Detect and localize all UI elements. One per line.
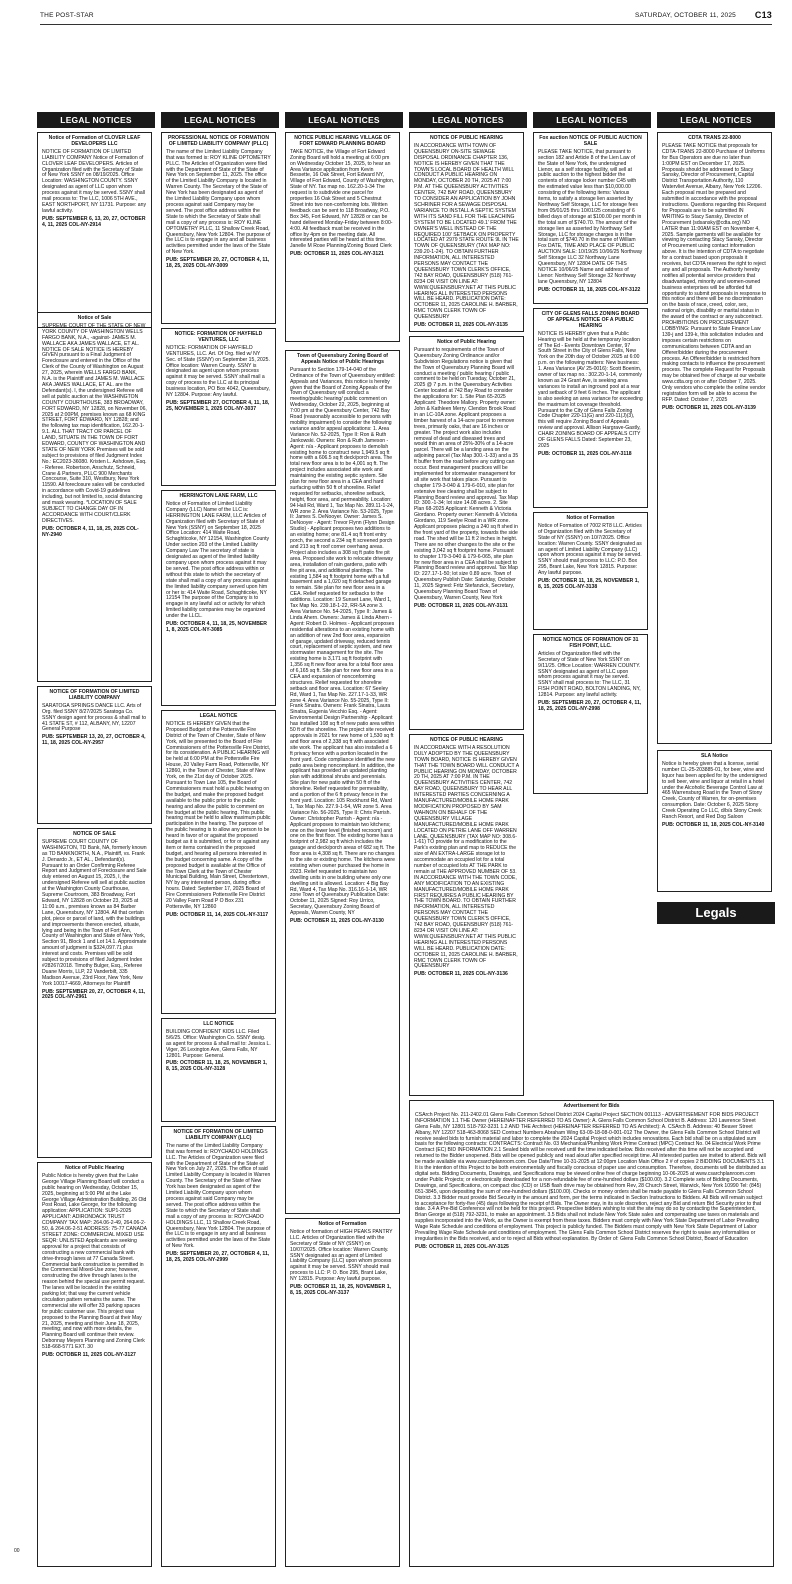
- notice-publication-footer: PUB: OCTOBER 11, 2025 COL-NY-3127: [42, 1352, 136, 1359]
- notice-title: NOTICE NOTICE OF FORMATION OF 31 FISH POINT, LLC.: [542, 637, 639, 649]
- notice-body: NOTICE: FORMATION OF HAYFIELD VENTURES, LLC. Art. Of Org. filed w/ NY Sec. of State (SSNY) on September 15, 2025. Office location: Warren County. SSNY is designated as agent upon whom process against it may be served. SSNY shall mail a copy of process to the LLC at its principal business location, PO Box 4042, Queensbury, NY 12804. Purpose: Any lawful.: [166, 344, 270, 399]
- notice-body: Notice of formation of HIGH PEAKS PANTRY LLC. Articles of Organization filed with the Secretary of State of NY (SSNY) on 10/07/2025. Office location: Warren County. SSNY designated as an agent of Limited Liability Company (LLC) upon whom process against it may be served. SSNY should mail process to LLC: P. O. Box 295, Brant Lake, NY 12815. Purpose: Any lawful purpose.: [290, 1228, 393, 1283]
- notice-publication-footer: PUB: SEPTEMBER 20, 27, OCTOBER 4, 11, 18, 25, 2025 COL-NY-2999: [166, 1251, 270, 1264]
- bids-footer: PUB: OCTOBER 11, 2025 COL-NY-3125: [415, 1243, 509, 1250]
- legals-section-header: Legals: [657, 902, 775, 924]
- notice-publication-footer: PUB: OCTOBER 11, 18, 25, NOVEMBER 1, 8, 15, 2025 COL-NY-3137: [290, 1284, 391, 1296]
- notice-body: Notice of Formation of 7002 RT8 LLC. Articles of Organization filed with the Secretary of State of NY (SSNY) on 10/7/2025. Office location: Warren County. SSNY designated as an agent of Limited Liability Company (LLC) upon whom process against it may be served. SSNY should mail process to LLC: P.O. Box 295, Brant Lake, New York 12815. Purpose: Any lawful purpose.: [538, 522, 642, 577]
- legal-notice: [285, 132, 400, 342]
- notice-body: Notice of Formation of Limited Liability Company (LLC) Name of the LLC is: HERRINGTON LANE FARM, LLC Articles of Organization filed with Secretary of State of New York (SSNY) on September 18, 2025 Office Location: 414 Waite Road, Schaghticoke, NY 12154, Washington County Under section 203 of the Limited Liability Company Law The secretary of state is designated as agent of the limited liability company upon whom process against it may be served. The post office address within or without this state to which the secretary of state shall mail a copy of any process against the limited liability company served upon him or her is: 414 Waite Road, Schaghticoke, NY 12154 The purpose of the Company is to engage in any lawful act or activity for which limited liability companies may be organized under the LLCL.: [166, 500, 270, 620]
- bids-title: Advertisement for Bids: [563, 1103, 620, 1109]
- notice-body: The name of the Limited Liability Company that was formed is: ROYCHADO HOLDINGS LLC. The Articles of Organization were filed with the Department of State of the State of New York on July 27, 2025. The office of said Limited Liability Company is located in Warren County. The Secretary of the State of New York has been designated as agent of the Limited Liability Company upon whom process against said Company may be served. The post office address within the State to which the Secretary of State shall mail a copy of any process is: ROYCHADO HOLDINGS LLC, 11 Shallow Creek Road, Queensbury, New York 12804. The purpose of the LLC is to engage in any and all business activities permitted under the laws of the State of New York.: [166, 1142, 271, 1250]
- page-number: C13: [754, 10, 772, 20]
- notice-publication-footer: PUB: OCTOBER 11, 2025 COL-NY-3135: [414, 322, 508, 329]
- notice-publication-footer: PUB: OCTOBER 4, 11, 18, 25, NOVEMBER 1, 8, 2025 COL-NY-3085: [166, 621, 267, 633]
- column-header-6: LEGAL NOTICES: [657, 112, 775, 128]
- legal-notice: [409, 734, 524, 1096]
- notice-title: CDTA TRANS 22-8000: [688, 135, 741, 141]
- notice-body: NOTICE OF FORMATION OF LIMITED LIABILITY COMPANY Notice of Formation of CLOVER LEAF DEVELOPERS. Articles of Organization filed with the Secretary of State of New York SSNY on 08/19/2025. Office Location: WASHINGTON COUNTY. SSNY designated as agent of LLC upon whom process against it may be served. SSNY shall mail process to: The LLC, 1006 5TH AVE., EAST NORTHPORT, NY 11731. Purpose: any lawful activity.: [42, 148, 146, 214]
- notice-body: SUPREME COURT OF THE STATE OF NEW YORK COUNTY OF WASHINGTON WELLS FARGO BANK, N.A., -against- JAMES M. WALLACE AKA JAMES WALLACE, ET AL. NOTICE OF SALE NOTICE IS HEREBY GIVEN pursuant to a Final Judgment of Foreclosure and entered in the Office of the Clerk of the County of Washington on August 27, 2025, wherein WELLS FARGO BANK, N.A. is the Plaintiff and JAMES M. WALLACE AKA JAMES WALLACE, ET AL. are the Defendant(s). I, the undersigned Referee will sell at public auction at the WASHINGTON COUNTY COURTHOUSE, 383 BROADWAY, FORT EDWARD, NY 12828, on November 06, 2025 at 2:00PM, premises known as 68 KING STREET, FORT EDWARD, NY 12828; and the following tax map identification, 162.20-1-9.1. ALL THAT TRACT OR PARCEL OF LAND, SITUATE IN THE TOWN OF FORT EDWARD, COUNTY OF WASHINGTON AND STATE OF NEW YORK Premises will be sold subject to provisions of filed Judgment Index No.: EC2023-36080. Kristen L. Ashdown, Esq. - Referee. Robertson, Anschutz, Schneid, Crane & Partners, PLLC 900 Merchants Concourse, Suite 310, Westbury, New York 11590. All foreclosure sales will be conducted in accordance with Covid-19 guidelines including, but not limited to, social distancing and mask wearing. *LOCATION OF SALE SUBJECT TO CHANGE DAY OF IN ACCORDANCE WITH COURT/CLERK DIRECTIVES.: [42, 322, 147, 524]
- notice-title: Fox auction NOTICE OF PUBLIC AUCTION SALE: [539, 135, 642, 147]
- notice-title: HERRINGTON LANE FARM, LLC: [179, 493, 258, 499]
- notice-body: IN ACCORDANCE WITH TOWN OF QUEENSBURY ON-SITE SEWAGE DISPOSAL ORDINANCE CHAPTER 136, NOTICE IS HEREBY GIVEN THAT THE TOWN'S LOCAL BOARD OF HEALTH WILL CONDUCT A PUBLIC HEARING ON MONDAY, OCTOBER 20 TH, 2025 AT 7:00 P.M. AT THE QUEENSBURY ACTIVITIES CENTER, 742 BAY ROAD, QUEENSBURY TO CONSIDER AN APPLICATION BY JOHN SCHRINER FOR A SEWAGE DISPOSAL VARIANCE TO INSTALL A SEPTIC SYSTEM WITH ITS SAND FILL FOR THE LEACHING SYSTEM TO BE LOCATED 49.1' FROM THE OWNER'S WELL INSTEAD OF THE REQUIRED 100' SETBACK ON PROPERTY LOCATED AT 2979 STATE ROUTE 9L IN THE TOWN OF QUEENSBURY (TAX MAP NO: 239.20-1-24). TO OBTAIN FURTHER INFORMATION, ALL INTERESTED PERSONS MAY CONTACT THE QUEENSBURY TOWN CLERK'S OFFICE, 742 BAY ROAD, QUEENSBURY (518) 761-8234 OR VISIT ON LINE AT: WWW.QUEENSBURY.NET AT THIS PUBLIC HEARING ALL INTERESTED PERSONS WILL BE HEARD. PUBLICATION DATE: OCTOBER 11, 2025 CAROLINE H. BARBER, RMC TOWN CLERK TOWN OF QUEENSBURY: [414, 142, 519, 321]
- notice-body: NOTICE IS HEREBY GIVEN that the Proposed Budget of the Pottersville Fire District of the Town of Chester, State of New York, will be presented to the Board of Fire Commissioners of the Pottersville Fire District, for its consideration. A PUBLIC HEARING will be held at 6:00 PM at the Pottersville Fire House, 20 Valley Farm Road, Pottersville, NY 12860, in the Town of Chester, State of New York, on the 21st day of October 2025. Pursuant to Town Law 105, the Board of Commissioners must hold a public hearing on the budget, and make the proposed budget available to the public prior to the public hearing and allow the public to comment on the budget at the public hearing. This public hearing must be held to allow maximum public participation in the hearing. The purpose of the public hearing is to allow any person to be heard in favor of or against the proposed budget as it is submitted, or for or against any item or items contained in the proposed budget, and hearing all persons interested in the budget concerning same. A copy of the proposed budget is available at the Office of the Town Clerk at the Town of Chester Municipal Building, Main Street, Chestertown, NY by any interested person, during office hours. Dated: September 17, 2025 Board of Fire Commissioners Pottersville Fire District 20 Valley Farm Road P O Box 231 Pottersville, NY 12860: [166, 720, 271, 910]
- notice-title: Notice of Formation: [318, 1221, 367, 1227]
- notice-publication-footer: PUB: OCTOBER 11, 2025 COL-NY-3121: [290, 251, 384, 258]
- notice-title: Notice of Public Hearing: [437, 339, 496, 345]
- notice-publication-footer: PUB: OCTOBER 11, 2025 COL-NY-3130: [290, 918, 384, 925]
- notice-title: SLA Notice: [701, 753, 728, 759]
- notice-publication-footer: PUB: OCTOBER 4, 11, 18, 25, 2025 COL-NY-2940: [42, 525, 139, 538]
- legal-notice: [161, 132, 276, 324]
- notice-title: PROFESSIONAL NOTICE OF FORMATION OF LIMITED LIABILITY COMPANY (PLLC): [167, 135, 270, 147]
- legal-notice: [37, 312, 152, 682]
- legal-notice: [37, 828, 152, 1158]
- legal-notice: [161, 1126, 276, 1567]
- legal-notice: [657, 750, 772, 892]
- top-rule: [40, 24, 772, 25]
- notice-title: LEGAL NOTICE: [199, 713, 238, 719]
- notice-publication-footer: PUB: SEPTEMBER 20, 27, OCTOBER 4, 11, 2025 COL-NY-2961: [42, 988, 146, 1001]
- notice-body: Articles of Organization filed with the Secretary of State of New York SSNY on 9/11/25. Office Location: WARREN COUNTY. SSNY designated as agent of LLC upon whom process against it may be served. SSNY shall mail process to: The LLC, 31 FISH POINT ROAD, BOLTON LANDING, NY, 12814. Purpose: any lawful activity.: [538, 650, 641, 699]
- notice-body: SARATOGA SPRINGS DANCE LLC. Arts of Org. filed SSNY 8/27/2025 Saratoga Co. SSNY design agent for process & shall mail to 41 STATE ST, # 112, ALBANY, NY, 12207 General Purpose: [42, 702, 147, 733]
- legal-notice: [285, 1218, 400, 1567]
- legal-notice: [161, 328, 276, 486]
- paper-name: THE POST-STAR: [40, 12, 94, 19]
- footer-code: 00: [14, 1548, 20, 1554]
- notice-body: Pursuant to Section 179-14-040 of the Ordinance of the Town of Queensbury entitled: Appeals and Variances, this notice is hereby given that the Board of Zoning Appeals of the Town of Queensbury will conduct a meeting/public hearing/ public comment on Wednesday, October 22, 2025, beginning at 7:00 pm at the Queensbury Center, 742 Bay Road (reasonably accessible to persons with mobility impairment) to consider the following variance and/or appeal applications: 1. Area Variance No. 52-2025, Type II: Ron & Ruth Jankowski. Owners: Ron & Ruth Jameson - Agent: n/a - Applicant proposes to demolish existing home to construct new 1,949.5 sq ft home with a 606.5 sq ft deck/porch area. The total new floor area is to be 4,001 sq ft. The project includes associated site work and maintaining the existing septic system. Site plan for new floor area in a CEA and hard surfacing within 50 ft of shoreline. Relief requested for setbacks, shoreline setback, height, floor area, and permeability. Location: 94 Hall Rd, Ward 1, Tax Map No. 289.11-1-24, WR zone 2. Area Variance No. 53-2025, Type II: James S. DeNooyer. Owner: James S. DeNooyer - Agent: Trevor Flynn (Flynn Design Studio) - Applicant proposes two additions to an existing home; one 81.4 sq ft front entry porch, the second a 234 sq ft screened porch and 213 sq ft roof corner overhang areas. Project also includes a 308 sq ft patio fire pit area. Proposed site work to relocate driveway area, installation of rain gardens, patio with fire pit area, and additional plantings. The existing 1,584 sq ft footprint home with a full basement and a 1,020 sq ft detached garage to remain. Site plan for new floor area in a CEA. Relief requested for setbacks to the additions. Location: 19 Sunset Lane, Ward 1, Tax Map No. 239.18-1-22, RR-5A zone 3. Area Variance No. 54-2025, Type II: James & Linda Ahern. Owners: James & Linda Ahern - Agent: Robert D. Holmes - Applicant proposes residential alterations to an existing home with an addition of new 2nd floor area, expansion of garage, updated driveway, reduced tennis court, replacement of septic system, and new stormwater management for the site. The existing home is 3,171 sq ft footprint with 1,356 sq ft new floor area for a total floor area of 6,165 sq ft. Site plan for new floor area in a CEA and expansion of nonconforming structures. Relief requested for shoreline setback and floor area. Location: 67 Seeley Rd, Ward 1, Tax Map No. 227.17-1-33, WR zone 4. Area Variance No. 55-2025, Type II: Frank Sinatra. Owners: Frank Sinatra, Laura Sinatra, Eugenia Vecchio Esq. - Agent: Environmental Design Partnership - Applicant has installed 108 sq ft of new patio area within 50 ft of the shoreline. The project site received approvals in 2021 for new home of 1,530 sq ft and floor area of 2,338 sq ft with associated site work. The applicant has also installed a 6 ft privacy fence with a portion located in the front yard. Code compliance identified the new patio area being noncompliant. In addition, the applicant has provided an updated planting plan with additional shrubs and perennials. Site plan for new patio within 50 ft of the shoreline. Relief requested for permeability, and a portion of the 6 ft privacy fence in the front yard. Location: 105 Rockhurst Rd, Ward 1, Tax Map No. 227.9-1-54, WR zone 5. Area Variance No. 56-2025, Type II: Chris Parrish. Owner: Christopher Parrish - Agent: n/a - Applicant proposes to maintain two kitchens; one on the lower level (finished recroom) and one on the first floor. The existing home has a footprint of 2,982 sq ft which includes the garage and deck/porch areas of 682 sq ft. The floor area is 4,308 sq ft. There are no changes to the site or existing home. The kitchens were existing when owner purchased the home in 2023. Relief requested to maintain two dwelling units in one building where only one dwelling unit is allowed. Location: 4 Big Bay Rd, Ward 4, Tax Map No. 316.16-1-14, WR zone Town of Queensbury Publication Date: October 11, 2025 Signed: Roy Urrico, Secretary, Queensbury Zoning Board of Appeals, Warren County, NY: [290, 366, 395, 917]
- notice-publication-footer: PUB: OCTOBER 11, 2025 COL-NY-3118: [538, 450, 632, 457]
- notice-publication-footer: PUB: OCTOBER 11, 18, 2025 COL-NY-3140: [662, 821, 765, 828]
- notice-publication-footer: PUB: SEPTEMBER 27, OCTOBER 4, 11, 18, 25, NOVEMBER 1, 2025 COL-NY-3037: [166, 399, 270, 412]
- notice-title: Town of Queensbury Zoning Board of Appeals Notice of Public Hearings: [296, 353, 389, 365]
- notice-title: Notice of Formation: [566, 515, 615, 521]
- notice-body: Public Notice is hereby given that the Lake George Village Planning Board will conduct a public hearing on Wednesday, October 15, 2025, beginning at 5:00 PM at the Lake George Village Administration Building, 26 Old Post Road, Lake George, for the following application: APPLICATION: SUP1-2025 APPLICANT: ADIRONDACK TRUST COMPANY TAX MAP: 264.06-2-49, 264.06-2-50, & 264.06-2-51 ADDRESS: 75-77 CANADA STREET ZONE: COMMERCIAL MIXED USE SEQR: UNLISTED Applicants are seeking approval for a project that consists of constructing a new commercial bank with drive-through lanes at 77 Canada Street. Commercial bank construction is permitted in the Commercial Mixed-Use zone; however, constructing the drive through lanes is the reason behind the special use permit request. The lanes will be located in the existing parking lot; that way the current vehicle circulation pattern remains the same. The commercial site will offer 33 parking spaces for public customer use. This project was proposed to the Planning Board at their May 21, 2025, meeting and their June 18, 2025, meeting; and now with more details, the Planning Board will continue their review. Debonnay Meyers Planning and Zoning Clerk 518-668-5771 EXT. 30: [42, 1172, 147, 1351]
- column-header-5: LEGAL NOTICES: [533, 112, 651, 128]
- legal-notice: [285, 350, 400, 1214]
- notice-title: NOTICE: FORMATION OF HAYFIELD VENTURES, LLC: [174, 331, 263, 343]
- legal-notices-columns: [37, 112, 775, 1567]
- notice-publication-footer: PUB: OCTOBER 11, 18, 25, NOVEMBER 1, 8, 15, 2025 COL-NY-3138: [538, 578, 639, 590]
- notice-publication-footer: PUB: OCTOBER 11, 2025 COL-NY-3131: [414, 602, 508, 609]
- notice-body: NOTICE IS HEREBY given that a Public Hearing will be held at the temporary location of The Ed - Events Downtown Center, 97 South Street in the City of Glens Falls, New York on the 20th day of October 2025 at 6:00 p.m. on the following matters: New business: 1. Area Variance (AV 25-0016): Scott Boenim, owner of tax map no.: 302.20-1-14, commonly known as 24 Grant Ave, is seeking area variances to install an inground pool at a rear yard setback of 9 feet 6 inches. The applicant is also seeking an area variance for exceeding the maximum lot coverage threshold. Pursuant to the City of Glens Falls Zoning Code Chapter 220-11(G) and 220-11(J)(3), this will require Zoning Board of Appeals review and approval. Allison Hargrave-Gastly, CHAIR ZONING BOARD OF APPEALS CITY OF GLENS FALLS Dated: September 23, 2025: [538, 330, 643, 449]
- notice-title: Notice of Public Hearing: [65, 1165, 124, 1171]
- notice-body: The name of the Limited Liability Company that was formed is: ROY KLINE OPTOMETRY PLLC. The Articles of Organization were filed with the Department of State of the State of New York on September 11, 2025. The office of the Limited Liability Company is located in Warren County. The Secretary of the State of New York has been designated as agent of the Limited Liability Company upon whom process against said Company may be served. The post office address within the State to which the Secretary of State shall mail a copy of any process is: ROY KLINE OPTOMETRY PLLC, 11 Shallow Creek Road, Queensbury, New York 12804. The purpose of the LLC is to engage in any and all business activities permitted under the laws of the State of New York.: [166, 148, 271, 256]
- notice-title: Notice of Sale: [77, 315, 112, 321]
- notice-publication-footer: PUB: OCTOBER 11, 2025 COL-NY-3136: [414, 971, 508, 978]
- notice-title: NOTICE OF SALE: [73, 831, 116, 837]
- legal-notice: [161, 1018, 276, 1122]
- masthead: [40, 10, 772, 22]
- notice-body: IN ACCORDANCE WITH A RESOLUTION DULY ADOPTED BY THE QUEENSBURY TOWN BOARD, NOTICE IS HEREBY GIVEN THAT THE TOWN BOARD WILL CONDUCT A PUBLIC HEARING ON MONDAY, OCTOBER 20 TH, 2025 AT 7:00 P.M. IN THE QUEENSBURY ACTIVITIES CENTER, 742 BAY ROAD, QUEENSBURY TO HEAR ALL INTERESTED PARTIES CONCERNING A MANUFACTURED/MOBILE HOME PARK MODIFICATION PROPOSED BY SAM WAHNON ON BEHALF OF THE QUEENSBURY VILLAGE MANUFACTURED/MOBILE HOME PARK LOCATED ON PETRIE LANE OFF WARREN LANE, QUEENSBURY (TAX MAP NO: 308.6-1-61) TO provide for a modification to the Park's existing plan and map to REDUCE the size of AN EXTRA-LARGE storage lot to accommodate an occupied lot for a total number of occupied lots AT THE PARK to remain at THE APPROVED NUMBER OF 53. IN ACCORDANCE WITH THE TOWN CODE, ANY MODIFICATION TO AN EXISTING MANUFACTURED/MOBILE HOME PARK FIRST REQUIRES A PUBLIC HEARING BY THE TOWN BOARD. TO OBTAIN FURTHER INFORMATION, ALL INTERESTED PERSONS MAY CONTACT THE QUEENSBURY TOWN CLERK'S OFFICE, 742 BAY ROAD, QUEENSBURY (518) 761-8234 OR VISIT ON LINE AT: WWW.QUEENSBURY.NET AT THIS PUBLIC HEARING ALL INTERESTED PERSONS WILL BE HEARD. PUBLICATION DATE: OCTOBER 11, 2025 CAROLINE H. BARBER, RMC TOWN CLERK TOWN OF QUEENSBURY: [414, 744, 519, 970]
- notice-publication-footer: PUB: SEPTEMBER 20, 27, OCTOBER 4, 11, 18, 25, 2025 COL-NY-2998: [538, 700, 642, 712]
- notice-title: NOTICE PUBLIC HEARING VILLAGE OF FORT EDWARD PLANNING BOARD: [294, 135, 391, 147]
- notice-publication-footer: PUB: OCTOBER 11, 2025 COL-NY-3139: [662, 404, 756, 411]
- legal-notice: [533, 308, 648, 508]
- column-header-3: LEGAL NOTICES: [285, 112, 403, 128]
- notice-body: Notice is hereby given that a license, serial number CL-25-203885-01, for beer, wine and liquor has been applied for by the undersigned to sell beer, wine and liquor at retail in a hotel under the Alcoholic Beverage Control Law at 465 Warrensburg Road in the Town of Stony Creek, County of Warren, for on-premises consumption. Date: October 6, 2025 Stony Creek Operating Co LLC, d/b/a Stony Creek Ranch Resort, and Red Dog Saloon: [662, 760, 767, 821]
- notice-title: LLC NOTICE: [203, 1021, 234, 1027]
- notice-publication-footer: PUB: OCTOBER 11, 18, 25, NOVEMBER 1, 8, 15, 2025 COL-NY-3128: [166, 1060, 267, 1073]
- legal-notice: [37, 1162, 152, 1567]
- legal-notice: [161, 490, 276, 706]
- column-header-2: LEGAL NOTICES: [161, 112, 279, 128]
- notice-body: BUILDING CONFIDENT KIDS LLC. Filed 5/6/25. Office: Washington Co. SSNY desig. as agent for process & shall mail to: Jessica L. Viger, 26 Lexington Ave, Glens Falls, NY 12801. Purpose: General.: [166, 1028, 271, 1059]
- notice-title: CITY OF GLENS FALLS ZONING BOARD OF APPEALS NOTICE OF A PUBLIC HEARING: [541, 311, 640, 329]
- notice-body: SUPREME COURT COUNTY OF WASHINGTON, TD Bank, NA, formerly known as TD BANKNORTH, N.A., Plaintiff, vs. Frank J. Denardo Jr., ET AL., Defendant(s). Pursuant to an Order Confirming Referee Report and Judgment of Foreclosure and Sale duly entered on August 15, 2025, I, the undersigned Referee will sell at public auction at the Washington County Courthouse, Supreme Courtroom, 383 Broadway, Fort Edward, NY 12828 on October 23, 2025 at 11:00 a.m., premises known as 84 Barber Lane, Queensbury, NY 12804. All that certain plot, piece or parcel of land, with the buildings and improvements thereon erected, situate, lying and being in the Town of Fort Ann, County of Washington and State of New York, Section 91, Block 1 and Lot 14.1. Approximate amount of judgment is $324,097.71 plus interest and costs. Premises will be sold subject to provisions of filed Judgment Index #28267/2018. Timothy Bulger, Esq., Referee Duane Morris, LLP, 22 Vanderbilt, 335 Madison Avenue, 23rd Floor, New York, New York 10017-4669, Attorneys for Plaintiff: [42, 838, 147, 987]
- notice-body: PLEASE TAKE NOTICE, that pursuant to section 182 and Article 8 of the Lien Law of the State of New York, the undersigned Lienor, as a self storage facility, will sell at public auction to the highest bidder the contents of storage locker number C45 with the estimated value less than $10,000.00 consisting of the following items: Various items, to satisfy a storage lien asserted by Northway Self Storage, LLC for storage fees from 05/01/25 thru 10/01/25 consisting of 6 billed days of storage at $100.00 per month in the total sum of $740.70. The amount of the storage lien as asserted by Northway Self Storage, LLC for storage charges is in the total sum of $740.70 in the name of William Fox DATE, TIME AND PLACE OF PUBLIC AUCTION SALE: 10/19/25 10/06/25 Northway Self Storage LLC 32 Northway Lane Queensbury, NY 12804 DATE OF THIS NOTICE 10/06/25 Name and address of Lienor: Northway Self Storage 32 Northway lane Queensbury, NY 12804: [538, 148, 643, 285]
- notice-title: Notice of Formation of CLOVER LEAF DEVELOPERS LLC: [48, 135, 141, 147]
- legal-notice: [37, 132, 152, 328]
- legal-notice: [657, 132, 772, 744]
- notice-title: NOTICE OF PUBLIC HEARING: [429, 737, 503, 743]
- legal-notice: [409, 132, 524, 332]
- bids-body: CSArch Project No. 211-2402.01 Glens Falls Common School District 2024 Capital Project SECTION 001113 - ADVERTISEMENT FOR BIDS PROJECT INFORMATION 1.1 THE Owner (HEREINAFTER REFERRED TO AS Owner): A. Glens Falls Common School District B. Address: 120 Lawrence Street Glens Falls, NY 12801 518-792-3231 1.2 AND THE Architect (HEREINAFTER REFERRED TO AS Architect): A. CSArch B. Address: 40 Beaver Street Albany, NY 12207 518-463-8068 SED Contract Numbers Abraham Wing 63-09-18-08-0-001-012 The Owner, the Glens Falls Common School District will receive sealed bids to furnish material and labor to complete the 2024 Capital Project which includes renovations. Each bid shall be on a stipulated sum basis for the following contracts: CONTRACTS: Contract No. 03 Mechanical/Plumbing Work Prime Contract (MPC) Contract No. 04 Electrical Work Prime Contract (EC) BID INFORMATION 2.1 Sealed bids will be received until the time indicated below. Bids received after this time will not be accepted and returned to the Bidder unopened. Bids will be opened publicly and read aloud after specified receipt time. All interested parties are invited to attend. Bids will be made available via www.csarchplanroom.com. Due Date/Time 10-31-2025 at 12:00pm Location Main Office 2 # of copies 2 BIDDING DOCUMENTS 3.1 It is the intention of this Project to be both environmentally and fiscally conscious of paper use and consumption. Therefore, documents will be distributed as digital sets. Bidding Documents, Drawings, and Specifications may be viewed online free of charge beginning 10-06-2025 at www.csarchplanroom.com under Public Projects; or electronically downloaded for a non-refundable fee of one-hundred dollars ($100.00). 3.2 Complete sets of Bidding Documents, Drawings, and Specifications, on compact disc (CD) or USB flash drive may be obtained from Rev, 28 Church Street, Warwick, New York 10990 Tel: (845) 651-3845, upon depositing the sum of one-hundred dollars ($100.00). Checks or money orders shall be made payable to Glens Falls Common School District. 3.3 Bidder must provide Bid Security in the amount and form, per the terms indicated in Section Instructions to Bidders. All Bids will remain subject to acceptance for forty-five (45) days following the receipt of Bids. The Owner may, in its sole discretion, reject any Bid and return Bid Security prior to that date. 3.4 A Pre-Bid Conference will not be held for this project. Prospective bidders wishing to visit the site may do so by contacting the Superintendent, Brian George at (518) 792-3231, to make an appointment. 3.5 Bids shall not include New York State sales and compensating use taxes on materials and supplies incorporated into the Work, as the Owner is exempt from these taxes. Bidders must comply with New York State Department of Labor Prevailing Wage Rate Schedule and conditions of employment. This project is publicly funded. The Bidders must comply with New York State Department of Labor Prevailing Wage Rate Schedule and conditions of employment. The Glens Falls Common School District reserves the right to waive any informalities or irregularities in the Bids received, and or to reject all Bids without explanation. By Order of: Glens Falls Common School District, Board of Education: [415, 1111, 767, 1242]
- notice-publication-footer: PUB: SEPTEMBER 6, 13, 20, 27, OCTOBER 4, 11, 2025 COL-NY-2914: [42, 215, 146, 228]
- notice-publication-footer: PUB: SEPTEMBER 13, 20, 27, OCTOBER 4, 11, 18, 2025 COL-NY-2957: [42, 734, 146, 747]
- legal-notice: [533, 634, 648, 794]
- legal-notice: [409, 336, 524, 730]
- legal-notice: [161, 710, 276, 1014]
- notice-title: NOTICE OF FORMATION OF LIMITED LIABILITY COMPANY: [49, 689, 140, 701]
- notice-body: PLEASE TAKE NOTICE that proposals for CDTA-TRANS 22-8000 Purchase of Uniforms for Bus Operators are due no later than 1:00PM EST on December 17, 2025. Proposals should be addressed to Stacy Sansky, Director of Procurement, Capital District Transportation Authority, 110 Watervliet Avenue, Albany, New York 12206. Each proposal must be prepared and submitted in accordance with the proposal instructions. Questions regarding this Request for Proposals are to be submitted IN WRITING to Stacy Sansky, Director of Procurement (sdsansky@cdta.org) NO LATER than 11:00AM EST on November 4, 2025. Sample garments will be available for viewing by contacting Stacy Sansky, Director of Procurement using contact information above. It is the intention of CDTA to negotiate for a contract based upon proposals it receives, but CDTA reserves the right to reject any and all proposals. The Authority hereby notifies all potential service providers that disadvantaged, minority and women-owned business enterprises will be afforded full opportunity to submit proposals in response to this notice and there will be no discrimination on the basis of race, creed, color, sex, national origin, disability or marital status in the award of the contract or any subcontract. PROHIBITIONS ON PROCUREMENT LOBBYING: Pursuant to State Finance Law 139-j and 139-k, this solicitation includes and imposes certain restrictions on communications between CDTA and an Offerer/bidder during the procurement process. An Offerer/bidder is restricted from making contacts to influence the procurement process. The complete Request for Proposals may be obtained free of charge at our website www.cdta.org on or after October 7, 2025. Only vendors who complete the online vendor registration form will be able to access the RFP. Dated: October 7, 2025: [662, 142, 767, 403]
- notice-publication-footer: PUB: OCTOBER 11, 18, 2025 COL-NY-3122: [538, 286, 641, 293]
- column-header-1: LEGAL NOTICES: [37, 112, 155, 128]
- column-header-4: LEGAL NOTICES: [409, 112, 527, 128]
- notice-publication-footer: PUB: OCTOBER 11, 14, 2025 COL-NY-3117: [166, 911, 269, 918]
- advertisement-for-bids: [409, 1100, 774, 1567]
- notice-publication-footer: PUB: SEPTEMBER 20, 27, OCTOBER 4, 11, 18, 25, 2025 COL-NY-3009: [166, 257, 270, 270]
- notice-title: NOTICE OF PUBLIC HEARING: [429, 135, 503, 141]
- notice-title: NOTICE OF FORMATION OF LIMITED LIABILITY COMPANY (LLC): [173, 1129, 264, 1141]
- notice-body: TAKE NOTICE, the Village of Fort Edward Zoning Board will hold a meeting at 6:00 pm on Wednesday October 15, 2025, to hear an Area Variance application from Kevin Bessette, 16 Oak Street, Fort Edward NY, Village of Fort Edward, County of Washington, State of NY. Tax map no. 162.20-1-34 The request is to subdivide one parcel for properties 16 Oak Street and 5 Chestnut Street into two non-conforming lots. Written feedback can be sent to 118 Broadway, P.O. Box 345, Fort Edward, NY 12828 or can be hand delivered Monday-Friday between 8:00-4:00. All feedback must be received in the office by 4pm on the meeting date. All interested parties will be heard at this time. Janelle M Rose Planning/Zoning Board Clerk: [290, 148, 395, 250]
- notice-body: Pursuant to requirements of the Town of Queensbury Zoning Ordinance and/or Subdivision Regulations notice is given that the Town of Queensbury Planning Board will conduct a meeting / public hearing / public comment to be held on Tuesday, October 21, 2025 @ 7 p.m. in the Queensbury Activities Center located at 742 Bay Road to consider the applications for: 1. Site Plan 65-2025 Applicant: Theodore Mallory. Property owner: John & Kathleen Merry. Clendon Brook Road in an LC-10A zone. Applicant proposes a timber harvest of a 14-acre parcel to remove trees, primarily oaks, that are 16 inches or greater. The project work also includes removal of dead and diseased trees and would thin an area of 25%-30% of a 14-acre parcel. There will be a landing area on the adjoining parcel (Tax Map 300.-1-33) and a 35 ft buffer from the road before any cutting can occur. Best management practices will be implemented for stormwater management for all site work that takes place. Pursuant to chapter 179-3-040 & 179-6-010, site plan for extensive tree clearing shall be subject to Planning Board review and approval. Tax Map ID: 300.-1-34; lot size 14.08 acres. 2. Site Plan 68-2025 Applicant: Kenneth & Victoria Giordano. Property owner: Kenneth & Victoria Giordano, 119 Seelye Road in a WR zone. Applicant proposes placing a 240 sq ft shed in the front yard of the property, towards the side road. The shed will be 11 ft 2 inches in height. There are no other changes to the site or the existing 3,042 sq ft footprint home. Pursuant to chapter 179-3-040 & 179-6-065, site plan for new floor area in a CEA shall be subject to Planning Board review and approval. Tax Map ID: 227.17-1-50; lot size 0.89 acre. Town of Queensbury Publish Date: Saturday, October 11, 2025 Signed: Fritz Stefanzick, Secretary, Queensbury Planning Board Town of Queensbury, Warren County, New York: [414, 346, 519, 601]
- legal-notice: [533, 512, 648, 630]
- issue-date: SATURDAY, OCTOBER 11, 2025: [634, 12, 736, 19]
- legal-notice: [533, 132, 648, 304]
- legal-notice: [37, 686, 152, 824]
